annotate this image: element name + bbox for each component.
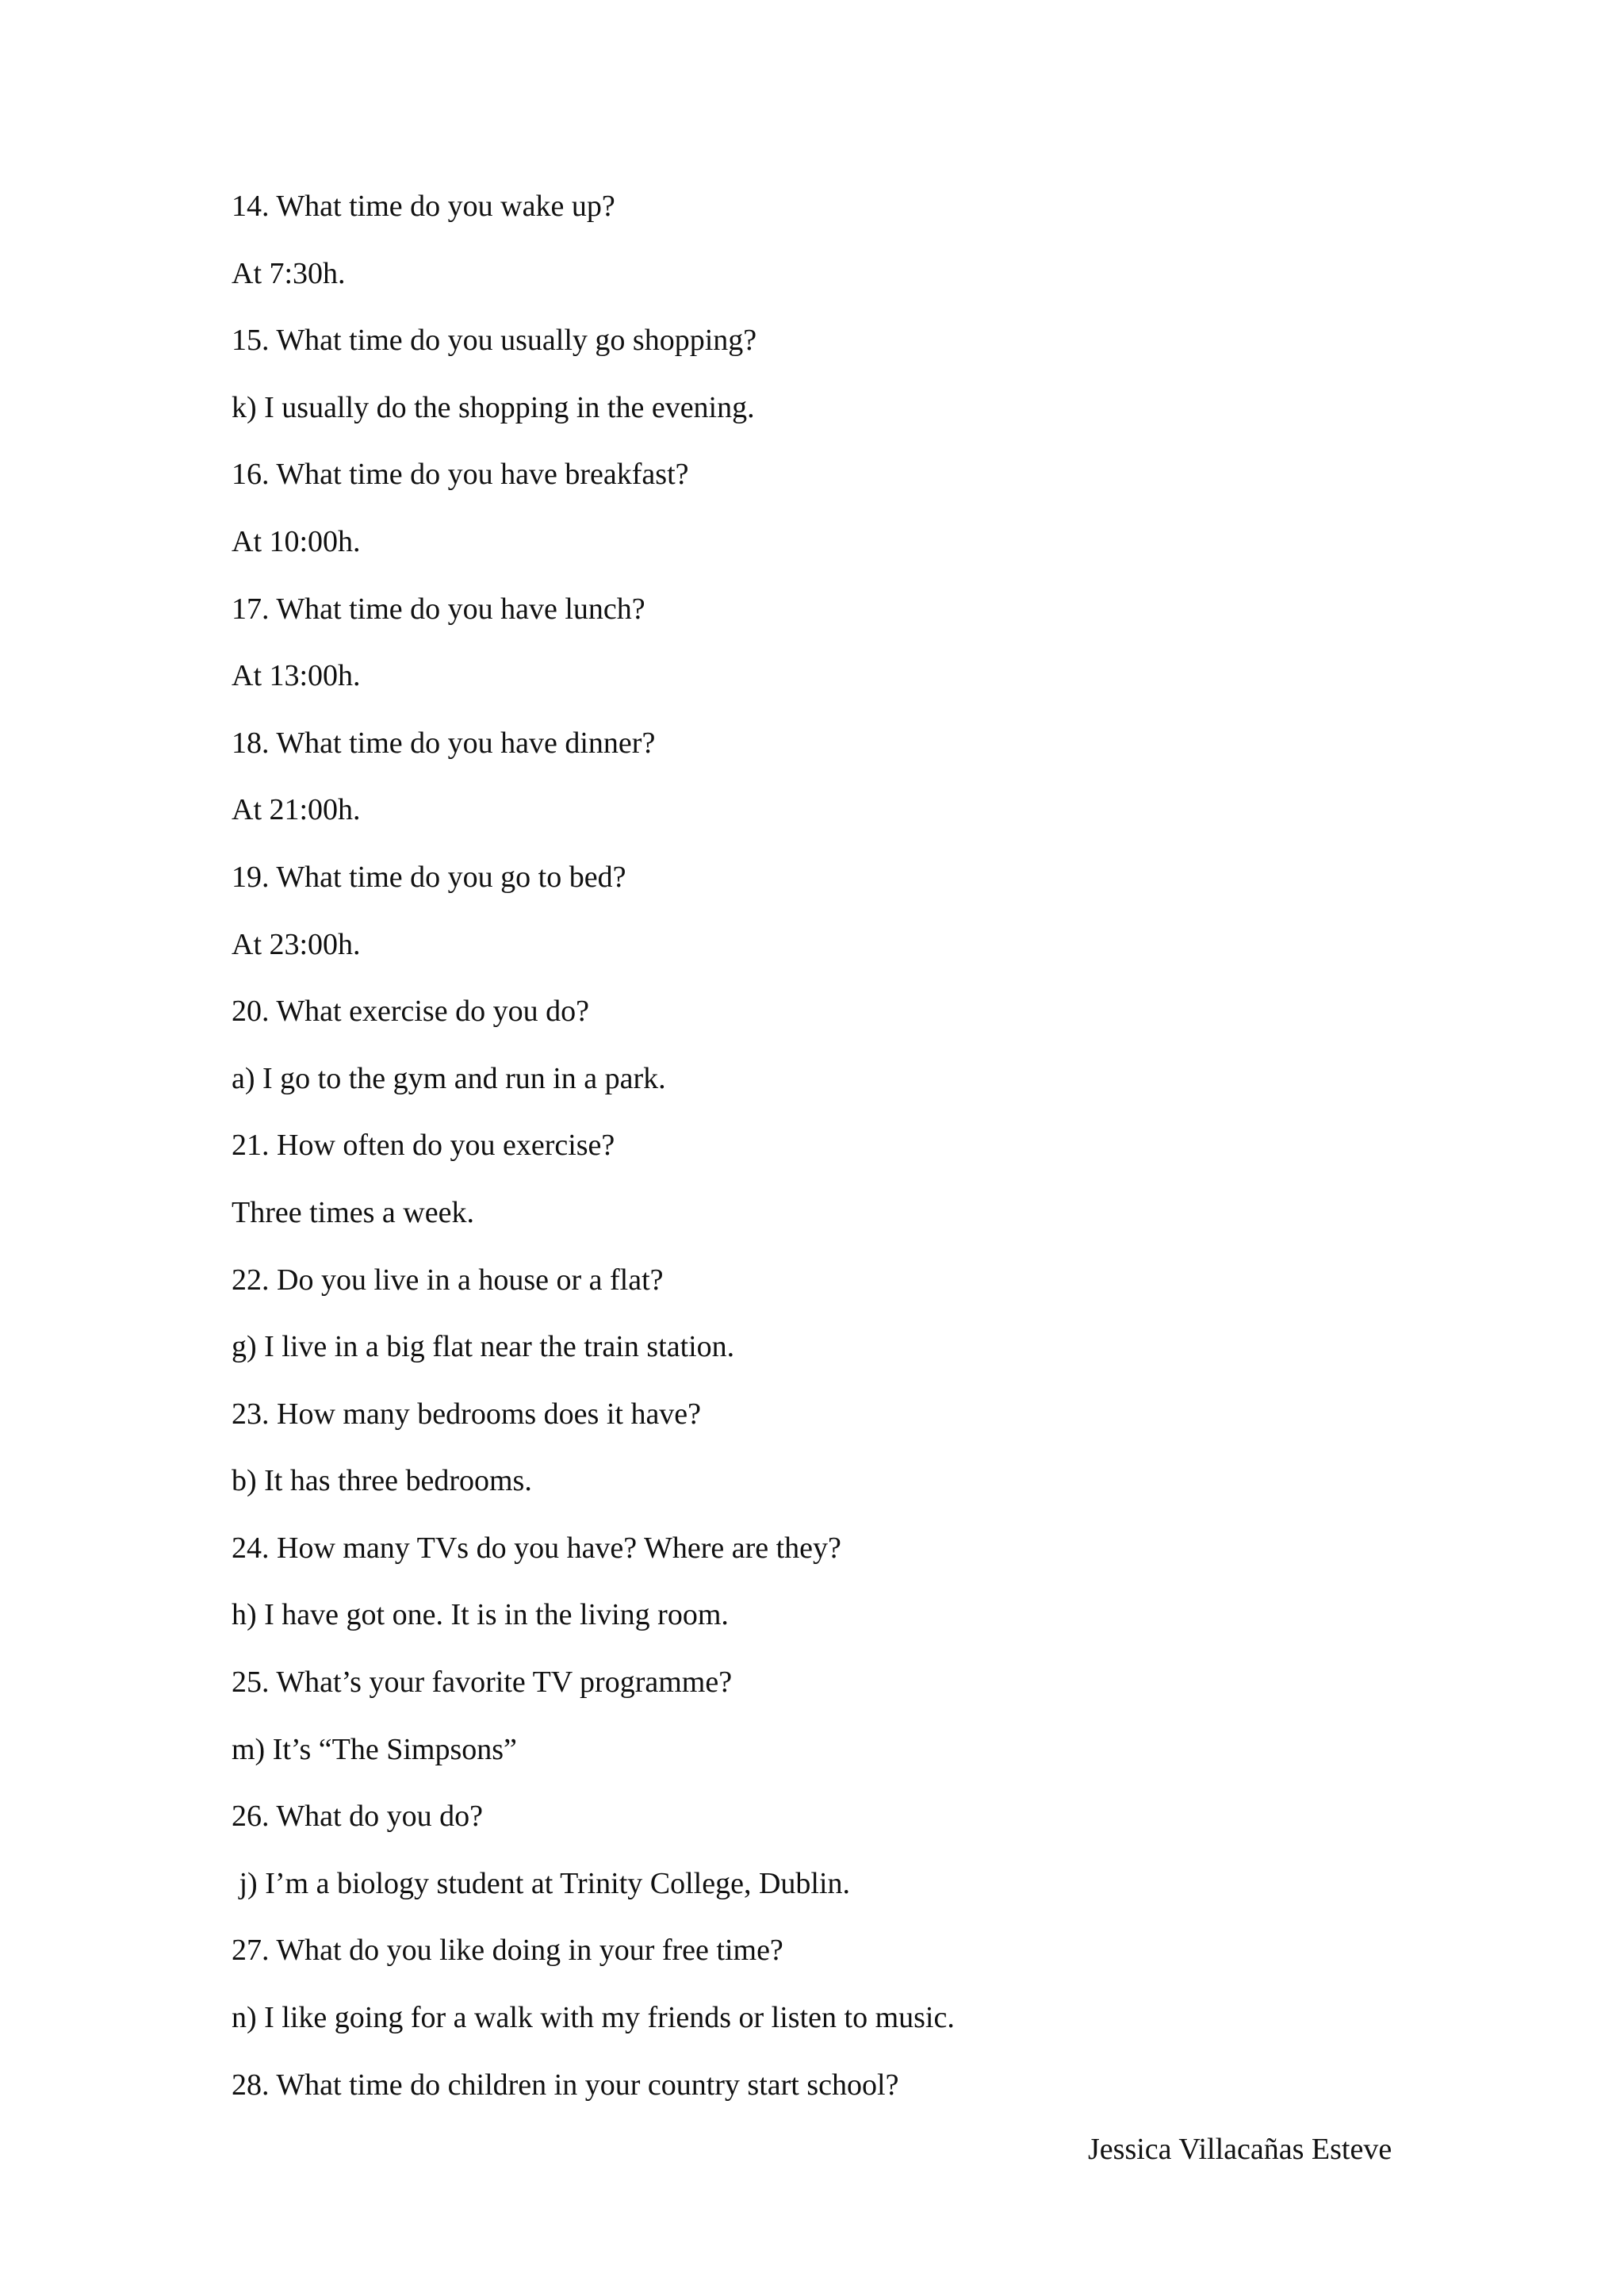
answer-14: At 7:30h. — [232, 256, 346, 290]
question-14: 14. What time do you wake up? — [232, 190, 615, 223]
question-17: 17. What time do you have lunch? — [232, 592, 645, 626]
answer-20: a) I go to the gym and run in a park. — [232, 1061, 666, 1095]
answer-22: g) I live in a big flat near the train station. — [232, 1330, 735, 1364]
answer-25: m) It’s “The Simpsons” — [232, 1732, 517, 1766]
answer-21: Three times a week. — [232, 1195, 474, 1229]
author-signature: Jessica Villacañas Esteve — [1088, 2133, 1392, 2166]
question-19: 19. What time do you go to bed? — [232, 860, 626, 894]
question-15: 15. What time do you usually go shopping? — [232, 324, 757, 358]
answer-15: k) I usually do the shopping in the evening. — [232, 390, 755, 424]
question-27: 27. What do you like doing in your free time? — [232, 1934, 783, 1968]
question-16: 16. What time do you have breakfast? — [232, 458, 689, 492]
qa-list — [232, 187, 1421, 2133]
answer-24: h) I have got one. It is in the living room. — [232, 1598, 729, 1632]
answer-23: b) It has three bedrooms. — [232, 1464, 532, 1498]
answer-27: n) I like going for a walk with my friends or listen to music. — [232, 2001, 955, 2035]
answer-16: At 10:00h. — [232, 524, 361, 558]
question-22: 22. Do you live in a house or a flat? — [232, 1263, 664, 1297]
question-23: 23. How many bedrooms does it have? — [232, 1397, 702, 1431]
question-24: 24. How many TVs do you have? Where are they? — [232, 1531, 841, 1565]
question-20: 20. What exercise do you do? — [232, 995, 589, 1029]
answer-19: At 23:00h. — [232, 927, 361, 961]
question-18: 18. What time do you have dinner? — [232, 726, 656, 760]
question-28: 28. What time do children in your country start school? — [232, 2068, 899, 2102]
answer-17: At 13:00h. — [232, 659, 361, 693]
question-25: 25. What’s your favorite TV programme? — [232, 1665, 733, 1700]
question-26: 26. What do you do? — [232, 1800, 483, 1834]
question-21: 21. How often do you exercise? — [232, 1129, 615, 1163]
answer-18: At 21:00h. — [232, 793, 361, 827]
answer-26: j) I’m a biology student at Trinity College, Dublin. — [232, 1866, 851, 1900]
